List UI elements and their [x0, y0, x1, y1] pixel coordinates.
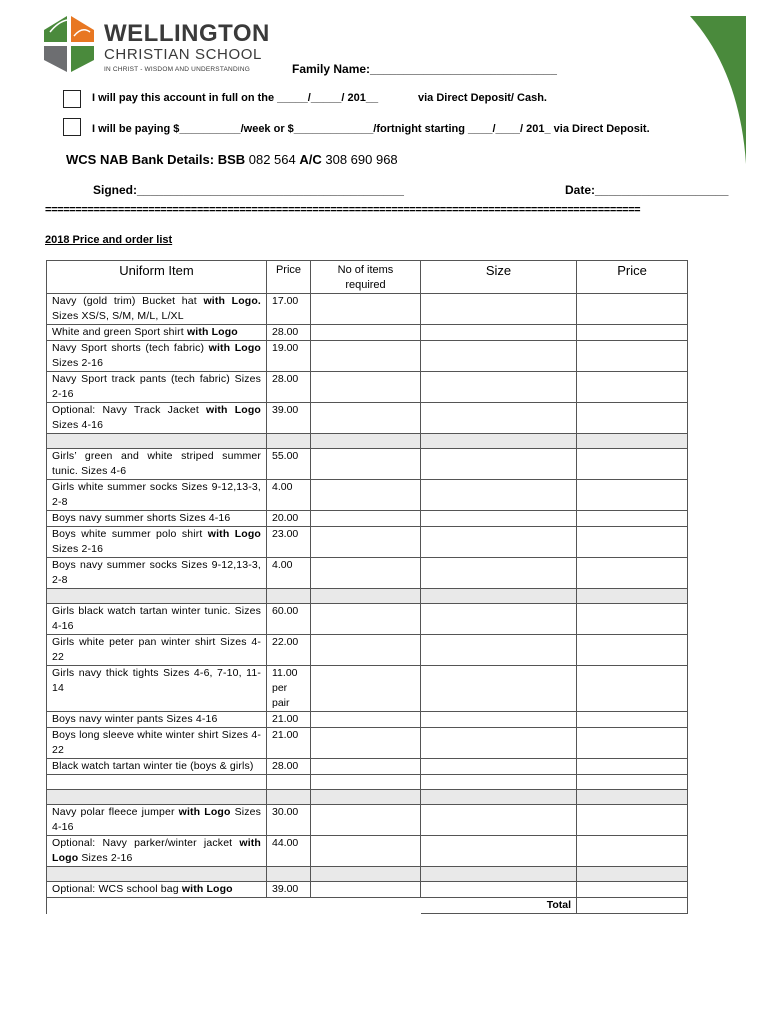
- item-sizes: Sizes 4-16: [52, 806, 262, 833]
- item-description: [47, 635, 267, 666]
- empty-cell: [47, 589, 267, 604]
- item-logo-note: with Logo: [181, 883, 233, 895]
- empty-cell: [47, 867, 267, 882]
- size-cell[interactable]: [421, 372, 577, 403]
- line-price-cell[interactable]: [577, 882, 688, 898]
- order-table: [46, 260, 688, 914]
- table-row: [47, 527, 688, 558]
- item-text: Girls white peter pan winter shirt Sizes 4-22: [52, 636, 261, 663]
- item-text: Navy Sport shorts (tech fabric): [52, 342, 209, 354]
- quantity-cell[interactable]: [311, 403, 421, 434]
- pay-installments-label: I will be paying $__________/week or $_____________/fortnight starting ____/____/ 201_ via Direct Deposit.: [92, 123, 650, 135]
- item-description: [47, 372, 267, 403]
- size-cell[interactable]: [421, 666, 577, 712]
- line-price-cell[interactable]: [577, 480, 688, 511]
- empty-cell: [577, 589, 688, 604]
- line-price-cell[interactable]: [577, 341, 688, 372]
- quantity-cell[interactable]: [311, 882, 421, 898]
- section-divider-row: [47, 589, 688, 604]
- item-logo-note: with Logo: [207, 528, 261, 540]
- line-price-cell[interactable]: [577, 805, 688, 836]
- school-subtitle: CHRISTIAN SCHOOL: [104, 46, 262, 63]
- empty-cell: [311, 589, 421, 604]
- quantity-cell[interactable]: [311, 480, 421, 511]
- quantity-cell[interactable]: [311, 712, 421, 728]
- item-description: [47, 728, 267, 759]
- quantity-cell[interactable]: [311, 728, 421, 759]
- quantity-cell[interactable]: [311, 666, 421, 712]
- quantity-cell[interactable]: [311, 511, 421, 527]
- item-description: [47, 325, 267, 341]
- table-row: [47, 882, 688, 898]
- header-quantity: No of items required: [311, 261, 421, 294]
- item-text: White and green Sport shirt: [52, 326, 187, 338]
- empty-cell: [311, 775, 421, 790]
- size-cell[interactable]: [421, 325, 577, 341]
- empty-cell: [421, 434, 577, 449]
- empty-cell: [577, 775, 688, 790]
- item-text: Boys white summer polo shirt: [52, 528, 208, 540]
- table-row: [47, 480, 688, 511]
- empty-cell: [267, 589, 311, 604]
- quantity-cell[interactable]: [311, 604, 421, 635]
- table-row: [47, 666, 688, 712]
- price-list-title: 2018 Price and order list: [45, 234, 173, 246]
- quantity-cell[interactable]: [311, 759, 421, 775]
- item-price: 23.00: [267, 527, 311, 558]
- item-price: 19.00: [267, 341, 311, 372]
- account-label: A/C: [299, 152, 322, 167]
- table-row: [47, 449, 688, 480]
- table-row: [47, 635, 688, 666]
- item-price: 44.00: [267, 836, 311, 867]
- line-price-cell[interactable]: [577, 294, 688, 325]
- item-text: Boys navy summer shorts Sizes 4-16: [52, 512, 231, 524]
- header-uniform-item: Uniform Item: [47, 261, 267, 294]
- date-field[interactable]: Date:____________________: [565, 183, 729, 197]
- quantity-cell[interactable]: [311, 836, 421, 867]
- total-label: Total: [421, 898, 577, 914]
- size-cell[interactable]: [421, 294, 577, 325]
- item-price: 20.00: [267, 511, 311, 527]
- empty-cell: [577, 867, 688, 882]
- item-price: 22.00: [267, 635, 311, 666]
- item-logo-note: with Logo: [178, 806, 231, 818]
- empty-cell: [47, 898, 421, 914]
- total-value-cell[interactable]: [577, 898, 688, 914]
- empty-cell: [47, 775, 267, 790]
- line-price-cell[interactable]: [577, 527, 688, 558]
- table-row: [47, 728, 688, 759]
- table-row: [47, 836, 688, 867]
- table-row: [47, 558, 688, 589]
- size-cell[interactable]: [421, 635, 577, 666]
- size-cell[interactable]: [421, 604, 577, 635]
- item-text: Navy polar fleece jumper: [52, 806, 179, 818]
- size-cell[interactable]: [421, 728, 577, 759]
- table-row: [47, 805, 688, 836]
- item-price: 39.00: [267, 882, 311, 898]
- section-divider-row: [47, 434, 688, 449]
- item-description: [47, 511, 267, 527]
- table-row: [47, 403, 688, 434]
- corner-leaf-decoration: [690, 14, 746, 164]
- item-price: 60.00: [267, 604, 311, 635]
- table-row: [47, 341, 688, 372]
- item-price: 21.00: [267, 712, 311, 728]
- order-table-body: [47, 294, 688, 914]
- family-name-field[interactable]: Family Name:____________________________: [292, 62, 557, 76]
- item-description: [47, 341, 267, 372]
- line-price-cell[interactable]: [577, 372, 688, 403]
- size-cell[interactable]: [421, 882, 577, 898]
- school-tagline: IN CHRIST - WISDOM AND UNDERSTANDING: [104, 66, 250, 73]
- size-cell[interactable]: [421, 759, 577, 775]
- item-text: Optional: Navy Track Jacket: [52, 404, 207, 416]
- item-price: 28.00: [267, 759, 311, 775]
- item-text: Girls navy thick tights Sizes 4-6, 7-10, 11-14: [52, 667, 261, 694]
- quantity-cell[interactable]: [311, 558, 421, 589]
- line-price-cell[interactable]: [577, 558, 688, 589]
- school-name: WELLINGTON: [104, 20, 270, 47]
- size-cell[interactable]: [421, 403, 577, 434]
- item-sizes: Sizes 2-16: [52, 357, 104, 369]
- item-text: Optional: Navy parker/winter jacket: [52, 837, 240, 849]
- line-price-cell[interactable]: [577, 403, 688, 434]
- empty-cell: [577, 434, 688, 449]
- item-description: [47, 882, 267, 898]
- empty-cell: [421, 790, 577, 805]
- item-description: [47, 836, 267, 867]
- bsb-number: 082 564: [245, 152, 300, 167]
- table-row: [47, 325, 688, 341]
- line-price-cell[interactable]: [577, 712, 688, 728]
- size-cell[interactable]: [421, 527, 577, 558]
- item-sizes: Sizes XS/S, S/M, M/L, L/XL: [52, 310, 184, 322]
- item-description: [47, 527, 267, 558]
- empty-cell: [421, 775, 577, 790]
- header-size: Size: [421, 261, 577, 294]
- empty-cell: [421, 867, 577, 882]
- bank-label: WCS NAB Bank Details: BSB: [66, 152, 246, 167]
- item-text: Boys long sleeve white winter shirt Sizes 4-22: [52, 729, 261, 756]
- item-price: 28.00: [267, 325, 311, 341]
- item-sizes: Sizes 2-16: [78, 852, 133, 864]
- header-price: Price: [267, 261, 311, 294]
- section-divider-row: [47, 867, 688, 882]
- item-price: 55.00: [267, 449, 311, 480]
- item-price: 30.00: [267, 805, 311, 836]
- item-description: [47, 712, 267, 728]
- line-price-cell[interactable]: [577, 449, 688, 480]
- item-logo-note: with Logo: [52, 837, 261, 864]
- item-text: Boys navy summer socks Sizes 9-12,13-3, 2-8: [52, 559, 261, 586]
- empty-cell: [267, 867, 311, 882]
- size-cell[interactable]: [421, 712, 577, 728]
- item-description: [47, 666, 267, 712]
- item-description: [47, 805, 267, 836]
- header-line-price: Price: [577, 261, 688, 294]
- pay-in-full-label: I will pay this account in full on the _____/_____/ 201__: [92, 92, 379, 104]
- item-description: [47, 604, 267, 635]
- quantity-cell[interactable]: [311, 805, 421, 836]
- item-logo-note: with Logo: [206, 404, 261, 416]
- size-cell[interactable]: [421, 449, 577, 480]
- item-description: [47, 480, 267, 511]
- table-header-row: [47, 261, 688, 294]
- item-price: 21.00: [267, 728, 311, 759]
- line-price-cell[interactable]: [577, 666, 688, 712]
- empty-cell: [421, 589, 577, 604]
- item-price: 4.00: [267, 480, 311, 511]
- empty-cell: [311, 867, 421, 882]
- signature-field[interactable]: Signed:________________________________________: [93, 183, 404, 197]
- school-crest-icon: [40, 14, 98, 74]
- quantity-cell[interactable]: [311, 294, 421, 325]
- table-row: [47, 511, 688, 527]
- size-cell[interactable]: [421, 836, 577, 867]
- size-cell[interactable]: [421, 341, 577, 372]
- line-price-cell[interactable]: [577, 759, 688, 775]
- line-price-cell[interactable]: [577, 836, 688, 867]
- empty-cell: [311, 434, 421, 449]
- item-text: Boys navy winter pants Sizes 4-16: [52, 713, 218, 725]
- pay-installments-checkbox[interactable]: [63, 118, 81, 136]
- quantity-cell[interactable]: [311, 325, 421, 341]
- item-text: Navy (gold trim) Bucket hat: [52, 295, 204, 307]
- item-description: [47, 558, 267, 589]
- item-price: 17.00: [267, 294, 311, 325]
- item-text: Girls’ green and white striped summer tunic. Sizes 4-6: [52, 450, 261, 477]
- empty-cell: [267, 790, 311, 805]
- empty-cell: [47, 434, 267, 449]
- quantity-cell[interactable]: [311, 449, 421, 480]
- empty-cell: [311, 790, 421, 805]
- empty-cell: [267, 434, 311, 449]
- table-row: [47, 604, 688, 635]
- line-price-cell[interactable]: [577, 325, 688, 341]
- item-description: [47, 759, 267, 775]
- table-row: [47, 712, 688, 728]
- item-text: Girls white summer socks Sizes 9-12,13-3, 2-8: [52, 481, 261, 508]
- item-text: Girls black watch tartan winter tunic. Sizes 4-16: [52, 605, 261, 632]
- item-price: 4.00: [267, 558, 311, 589]
- total-row: [47, 898, 688, 914]
- size-cell[interactable]: [421, 558, 577, 589]
- quantity-cell[interactable]: [311, 372, 421, 403]
- separator-line: ==================================================================================================: [45, 204, 641, 216]
- quantity-cell[interactable]: [311, 341, 421, 372]
- empty-cell: [267, 775, 311, 790]
- item-price: 11.00 per pair: [267, 666, 311, 712]
- item-logo-note: with Logo: [186, 326, 238, 338]
- item-text: Black watch tartan winter tie (boys & girls): [52, 760, 254, 772]
- item-logo-note: with Logo.: [203, 295, 261, 307]
- quantity-cell[interactable]: [311, 527, 421, 558]
- item-logo-note: with Logo: [208, 342, 262, 354]
- line-price-cell[interactable]: [577, 635, 688, 666]
- line-price-cell[interactable]: [577, 604, 688, 635]
- item-text: Navy Sport track pants (tech fabric) Sizes 2-16: [52, 373, 261, 400]
- item-price: 39.00: [267, 403, 311, 434]
- empty-cell: [47, 790, 267, 805]
- item-sizes: Sizes 2-16: [52, 543, 104, 555]
- table-row: [47, 372, 688, 403]
- table-row: [47, 294, 688, 325]
- school-logo: [40, 14, 280, 76]
- empty-row: [47, 775, 688, 790]
- item-text: Optional: WCS school bag: [52, 883, 182, 895]
- table-row: [47, 759, 688, 775]
- item-price: 28.00: [267, 372, 311, 403]
- item-sizes: Sizes 4-16: [52, 419, 104, 431]
- quantity-cell[interactable]: [311, 635, 421, 666]
- section-divider-row: [47, 790, 688, 805]
- line-price-cell[interactable]: [577, 511, 688, 527]
- item-description: [47, 449, 267, 480]
- item-description: [47, 294, 267, 325]
- bank-details: [66, 152, 398, 167]
- empty-cell: [577, 790, 688, 805]
- account-number: 308 690 968: [321, 152, 398, 167]
- size-cell[interactable]: [421, 511, 577, 527]
- size-cell[interactable]: [421, 480, 577, 511]
- pay-in-full-method: via Direct Deposit/ Cash.: [418, 92, 547, 104]
- line-price-cell[interactable]: [577, 728, 688, 759]
- item-description: [47, 403, 267, 434]
- size-cell[interactable]: [421, 805, 577, 836]
- pay-in-full-checkbox[interactable]: [63, 90, 81, 108]
